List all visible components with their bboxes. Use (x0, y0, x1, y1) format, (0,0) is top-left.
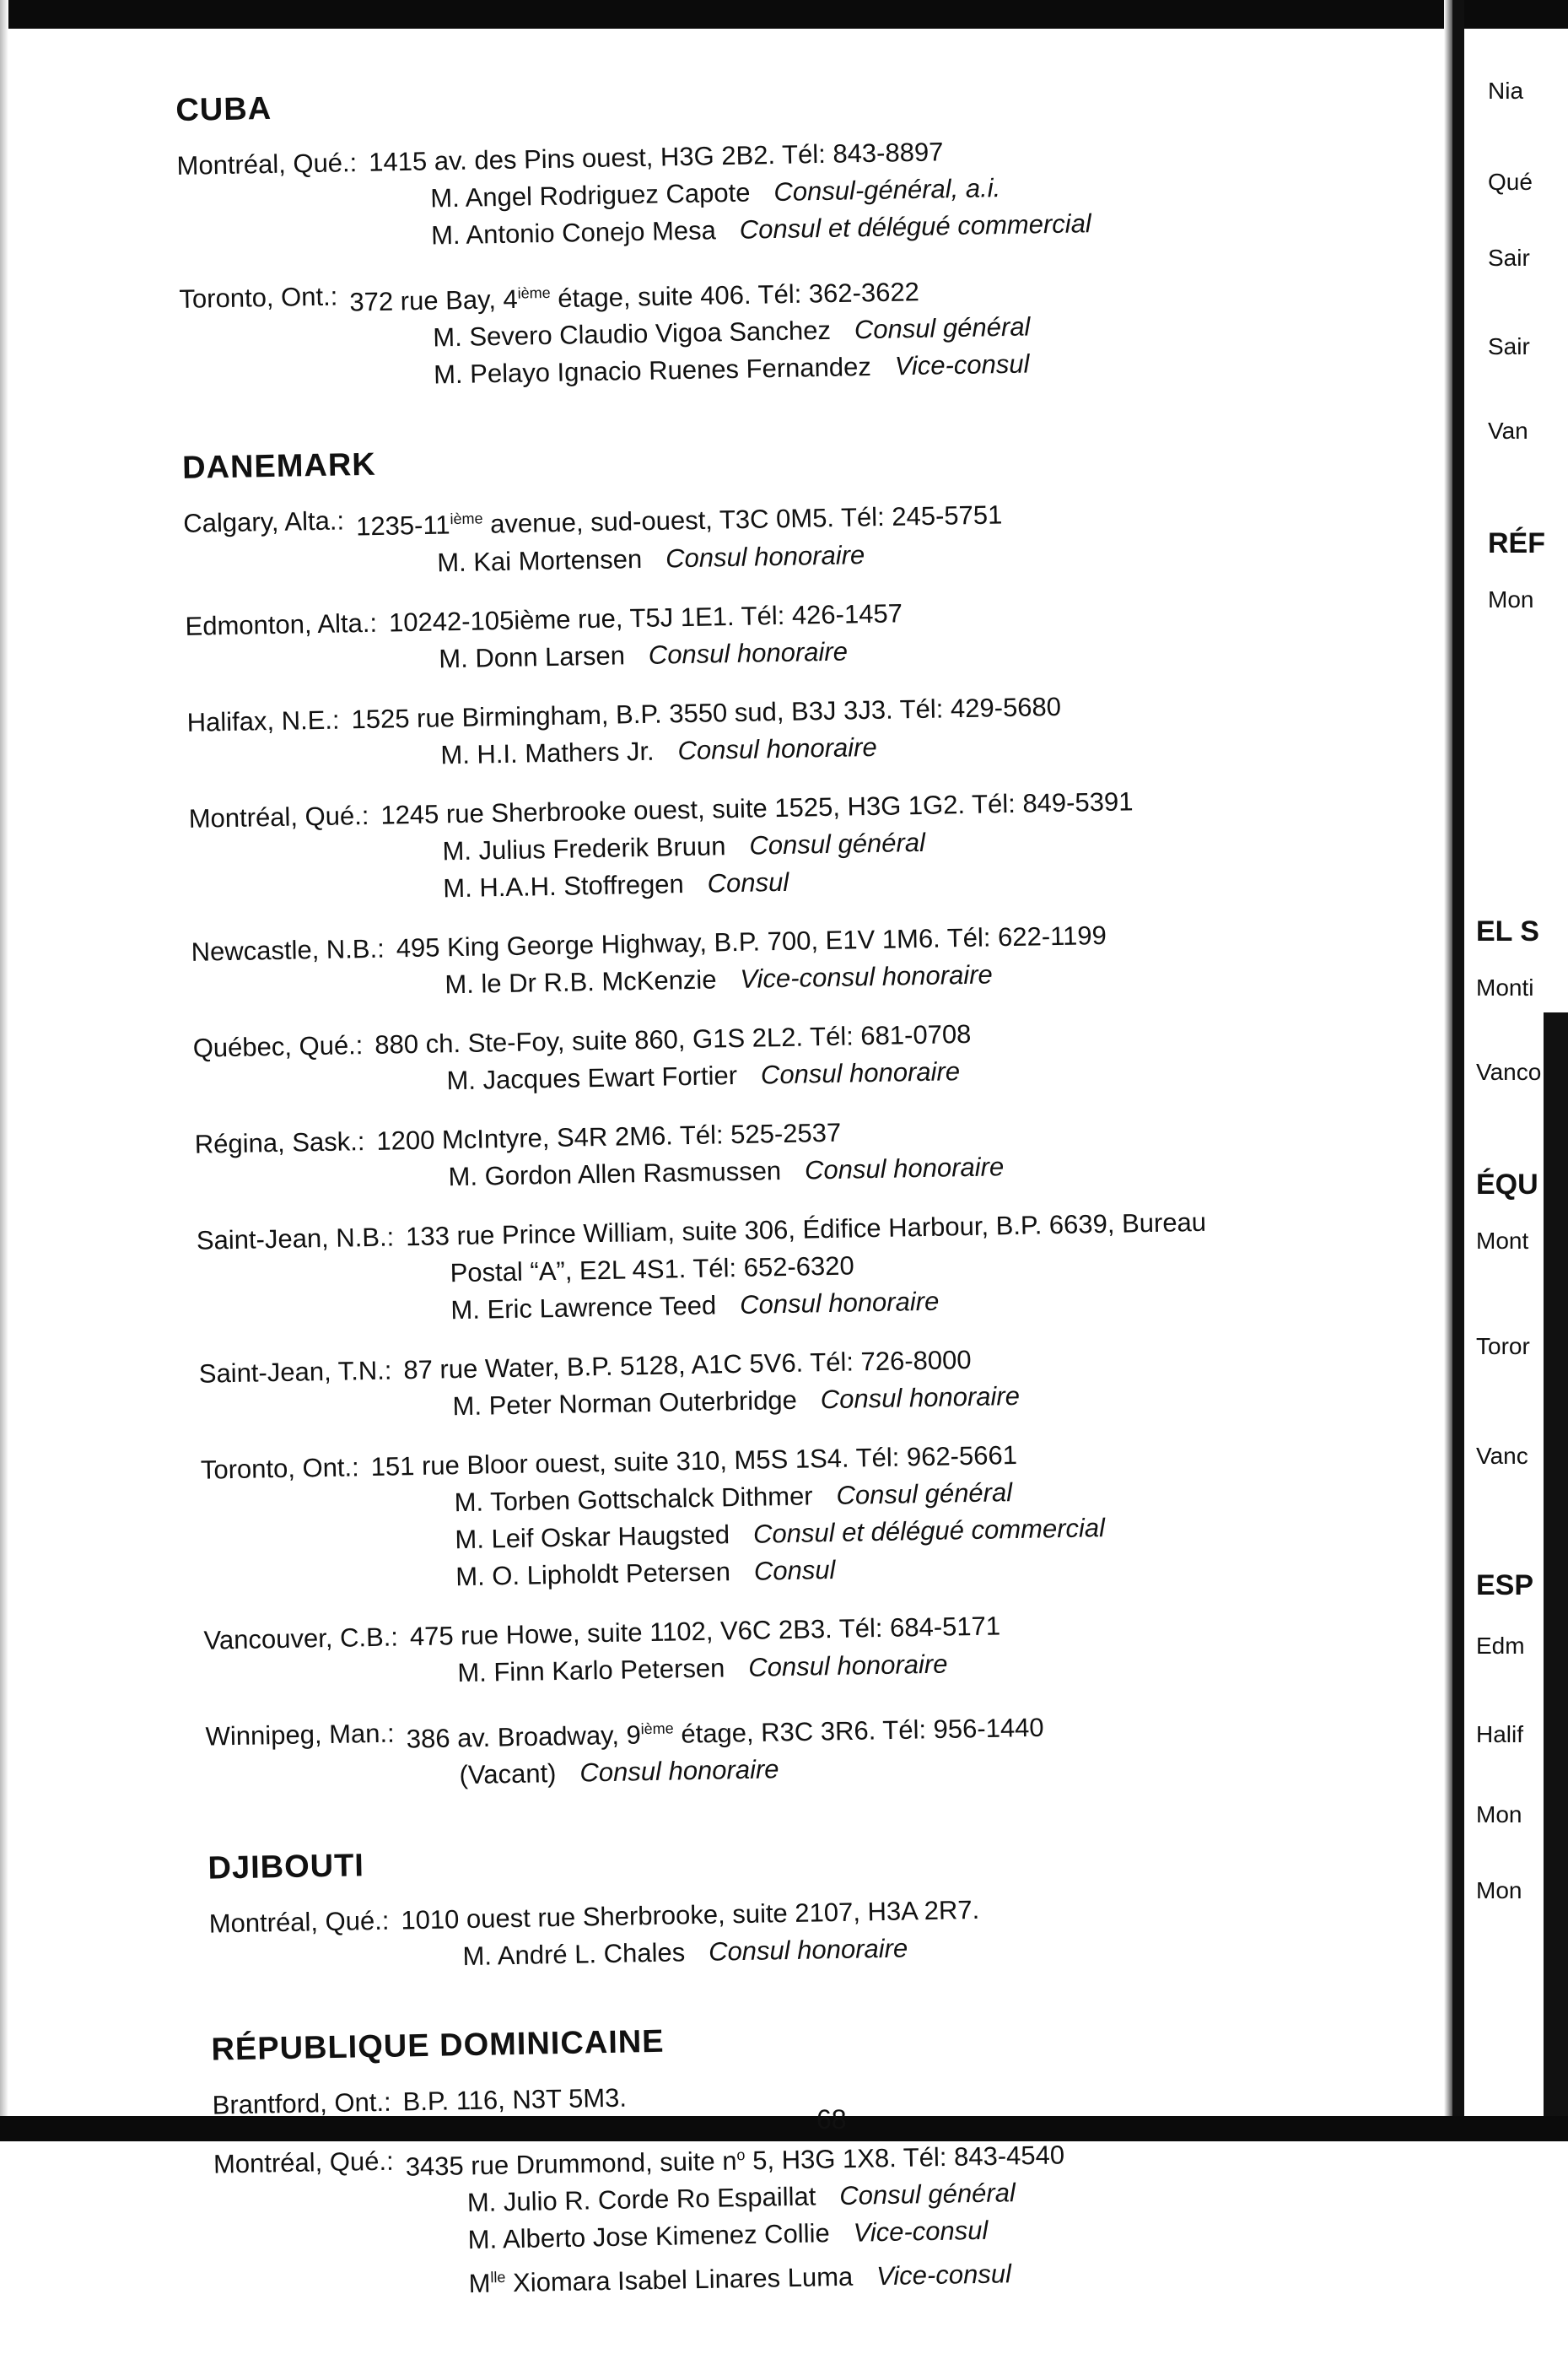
official-role: Consul honoraire (739, 1286, 940, 1320)
address-text: 87 rue Water, B.P. 5128, A1C 5V6. Tél: 726-8000 (403, 1344, 972, 1385)
fragment-heading: ÉQU (1476, 1169, 1538, 1201)
fragment-text: Toror (1476, 1333, 1530, 1359)
consulate-entry (192, 1007, 1441, 1104)
fragment-text: Mon (1488, 586, 1534, 613)
official-name: M. H.A.H. Stoffregen (443, 868, 685, 903)
official-role: Consul honoraire (820, 1380, 1021, 1414)
superscript: o (736, 2146, 746, 2164)
official-name: $M^{lle}$ Xiomara Isabel Linares Luma (468, 2261, 854, 2298)
fragment-text: Sair (1488, 333, 1530, 359)
city-label: Toronto, Ont.: (179, 281, 338, 314)
fragment-text: Edm (1476, 1633, 1525, 1659)
city-label: Halifax, N.E.: (186, 704, 340, 737)
official-role: Consul honoraire (579, 1754, 779, 1788)
official-name: M. André L. Chales (462, 1937, 686, 1972)
official-role: Consul honoraire (804, 1151, 1005, 1185)
official-name: M. Donn Larsen (439, 640, 626, 674)
official-role: Vice-consul (853, 2216, 989, 2248)
official-name: M. Julius Frederik Bruun (442, 830, 726, 866)
address-text: B.P. 116, N3T 5M3. (402, 2082, 628, 2117)
city-label: Montréal, Qué.: (208, 1905, 390, 1939)
official-role: Consul-général, a.i. (773, 173, 1001, 208)
superscript: ième (450, 510, 483, 528)
city-label: Montréal, Qué.: (188, 800, 369, 834)
superscript: ième (517, 283, 551, 302)
country-heading: DANEMARK (181, 447, 377, 487)
consulate-entry (183, 483, 1432, 586)
consulate-entry (201, 1428, 1452, 1600)
fragment-heading: EL S (1476, 915, 1539, 947)
consulate-entry (198, 1332, 1447, 1429)
official-role: Consul honoraire (760, 1055, 961, 1090)
consulate-entry (185, 585, 1434, 682)
city-label: Montréal, Qué.: (213, 2146, 394, 2179)
address-text: 475 rue Howe, suite 1102, V6C 2B3. Tél: 684-5171 (409, 1611, 1001, 1651)
address-text: 372 rue Bay, 4ième étage, suite 406. Tél: 362-3622 (349, 277, 920, 317)
fragment-text: Sair (1488, 245, 1530, 271)
official-role: Consul et délégué commercial (752, 1512, 1106, 1549)
official-role: Consul général (836, 1476, 1013, 1510)
country-section (211, 2009, 1464, 2307)
consulate-entry (186, 681, 1436, 778)
address-text: 880 ch. Ste-Foy, suite 860, G1S 2L2. Tél: 681-0708 (374, 1018, 972, 1060)
official-name: M. H.I. Mathers Jr. (440, 736, 655, 770)
fragment-heading: ESP (1476, 1569, 1534, 1601)
official-name: M. O. Lipholdt Petersen (455, 1556, 731, 1591)
fragment-text: Mon (1476, 1801, 1522, 1827)
address-text: 495 King George Highway, B.P. 700, E1V 1M6. Tél: 622-1199 (396, 920, 1107, 964)
official-role: Consul honoraire (677, 731, 877, 765)
official-role: Vice-consul honoraire (740, 959, 994, 994)
official-role: Vice-consul (876, 2258, 1012, 2291)
official-name: M. Gordon Allen Rasmussen (448, 1155, 782, 1191)
official-name: M. Pelayo Ignacio Ruenes Fernandez (433, 352, 872, 390)
official-name: M. Torben Gottschalck Dithmer (454, 1481, 813, 1517)
address-text: 386 av. Broadway, 9ième étage, R3C 3R6. Tél: 956-1440 (406, 1712, 1044, 1754)
fragment-text: Halif (1476, 1721, 1524, 1747)
city-label: Winnipeg, Man.: (205, 1718, 395, 1752)
fragment-text: Mont (1476, 1228, 1529, 1254)
fragment-text: Nia (1488, 78, 1524, 104)
country-heading: CUBA (175, 90, 272, 128)
official-name: M. Jacques Ewart Fortier (446, 1060, 738, 1095)
official-role: Consul honoraire (748, 1649, 948, 1682)
city-label: Brantford, Ont.: (212, 2086, 391, 2120)
fragment-text: Mon (1476, 1877, 1522, 1903)
scan-top-shadow (0, 0, 1568, 29)
page-number: 68 (816, 2104, 847, 2135)
city-label: Saint-Jean, T.N.: (198, 1355, 392, 1389)
city-label: Calgary, Alta.: (183, 505, 345, 539)
city-label: Montréal, Qué.: (176, 148, 358, 181)
official-name: M. Julio R. Corde Ro Espaillat (466, 2181, 816, 2218)
fragment-heading: RÉF (1488, 527, 1545, 559)
official-name: M. Leif Oskar Haugsted (455, 1519, 730, 1554)
fragment-text: Van (1488, 418, 1528, 444)
fragment-text: Vanco (1476, 1059, 1542, 1085)
consulate-entry (197, 1199, 1447, 1333)
fragment-text: Qué (1488, 169, 1533, 195)
consulate-entry (176, 125, 1426, 259)
address-text: 1010 ouest rue Sherbrooke, suite 2107, H3A 2R7. (401, 1894, 980, 1935)
address-text: 151 rue Bloor ouest, suite 310, M5S 1S4. Tél: 962-5661 (370, 1439, 1018, 1482)
address-text: 1525 rue Birmingham, B.P. 3550 sud, B3J 3J3. Tél: 429-5680 (351, 691, 1062, 734)
official-name: M. Kai Mortensen (436, 543, 643, 578)
official-role: Consul honoraire (648, 636, 849, 670)
official-role: Consul honoraire (708, 1933, 908, 1967)
superscript: ième (640, 1719, 674, 1737)
official-role: Consul général (854, 311, 1031, 345)
official-name: M. le Dr R.B. McKenzie (445, 964, 717, 999)
address-text: 1200 McIntyre, S4R 2M6. Tél: 525-2537 (376, 1117, 842, 1156)
city-label: Edmonton, Alta.: (185, 607, 378, 641)
official-role: Consul général (838, 2178, 1016, 2211)
official-name: (Vacant) (459, 1758, 557, 1790)
consulate-listing (175, 70, 1465, 2359)
country-section (182, 428, 1455, 1799)
consulate-entry (188, 777, 1438, 911)
address-text: 3435 rue Drummond, suite $n^o$ 5, H3G 1X8. Tél: 843-4540 (405, 2140, 1065, 2182)
city-label: Vancouver, C.B.: (203, 1622, 399, 1655)
country-heading: RÉPUBLIQUE DOMINICAINE (211, 2023, 665, 2068)
country-section (207, 1828, 1458, 1980)
official-role: Consul général (749, 827, 926, 861)
official-role: Consul (707, 866, 789, 899)
address-text: 1245 rue Sherbrooke ouest, suite 1525, H3G 1G2. Tél: 849-5391 (380, 785, 1134, 830)
country-heading: DJIBOUTI (207, 1848, 365, 1887)
official-role: Consul et délégué commercial (739, 208, 1092, 245)
consulate-entry (208, 1883, 1458, 1980)
consulate-entry (191, 910, 1440, 1007)
city-label: Toronto, Ont.: (200, 1451, 360, 1485)
city-label: Régina, Sask.: (194, 1126, 365, 1159)
address-text: 133 rue Prince William, suite 306, Édifice Harbour, B.P. 6639, Bureau (405, 1206, 1207, 1251)
official-role: Consul honoraire (665, 539, 865, 574)
consulate-entry (205, 1695, 1454, 1798)
official-name: M. Finn Karlo Petersen (457, 1653, 725, 1687)
official-role: Vice-consul (894, 348, 1030, 381)
fragment-text: Monti (1476, 974, 1534, 1001)
address-text: 10242-105ième rue, T5J 1E1. Tél: 426-1457 (388, 597, 903, 638)
official-name: M. Alberto Jose Kimenez Collie (467, 2218, 830, 2255)
facing-page-fragment (1474, 0, 1568, 2141)
official-name: M. Angel Rodriguez Capote (430, 177, 751, 213)
official-name: M. Eric Lawrence Teed (450, 1290, 717, 1325)
address-text: 1415 av. des Pins ouest, H3G 2B2. Tél: 843-8897 (368, 137, 944, 177)
address-continuation: Postal “A”, E2L 4S1. Tél: 652-6320 (450, 1250, 854, 1287)
consulate-entry (194, 1103, 1443, 1200)
city-label: Saint-Jean, N.B.: (196, 1222, 395, 1255)
city-label: Newcastle, N.B.: (191, 933, 385, 967)
consulate-entry (179, 258, 1429, 398)
official-name: M. Antonio Conejo Mesa (430, 215, 717, 251)
consulate-entry (203, 1599, 1452, 1696)
country-section (175, 70, 1429, 398)
address-text: 1235-11ième avenue, sud-ouest, T3C 0M5. Tél: 245-5751 (355, 499, 1003, 542)
official-role: Consul (753, 1554, 836, 1586)
city-label: Québec, Qué.: (192, 1029, 364, 1063)
official-name: M. Severo Claudio Vigoa Sanchez (433, 316, 832, 353)
consulate-entry (213, 2123, 1464, 2307)
official-name: M. Peter Norman Outerbridge (452, 1385, 798, 1421)
fragment-text: Vanc (1476, 1443, 1528, 1469)
scan-left-edge (0, 0, 8, 2141)
superscript: lle (490, 2268, 506, 2286)
